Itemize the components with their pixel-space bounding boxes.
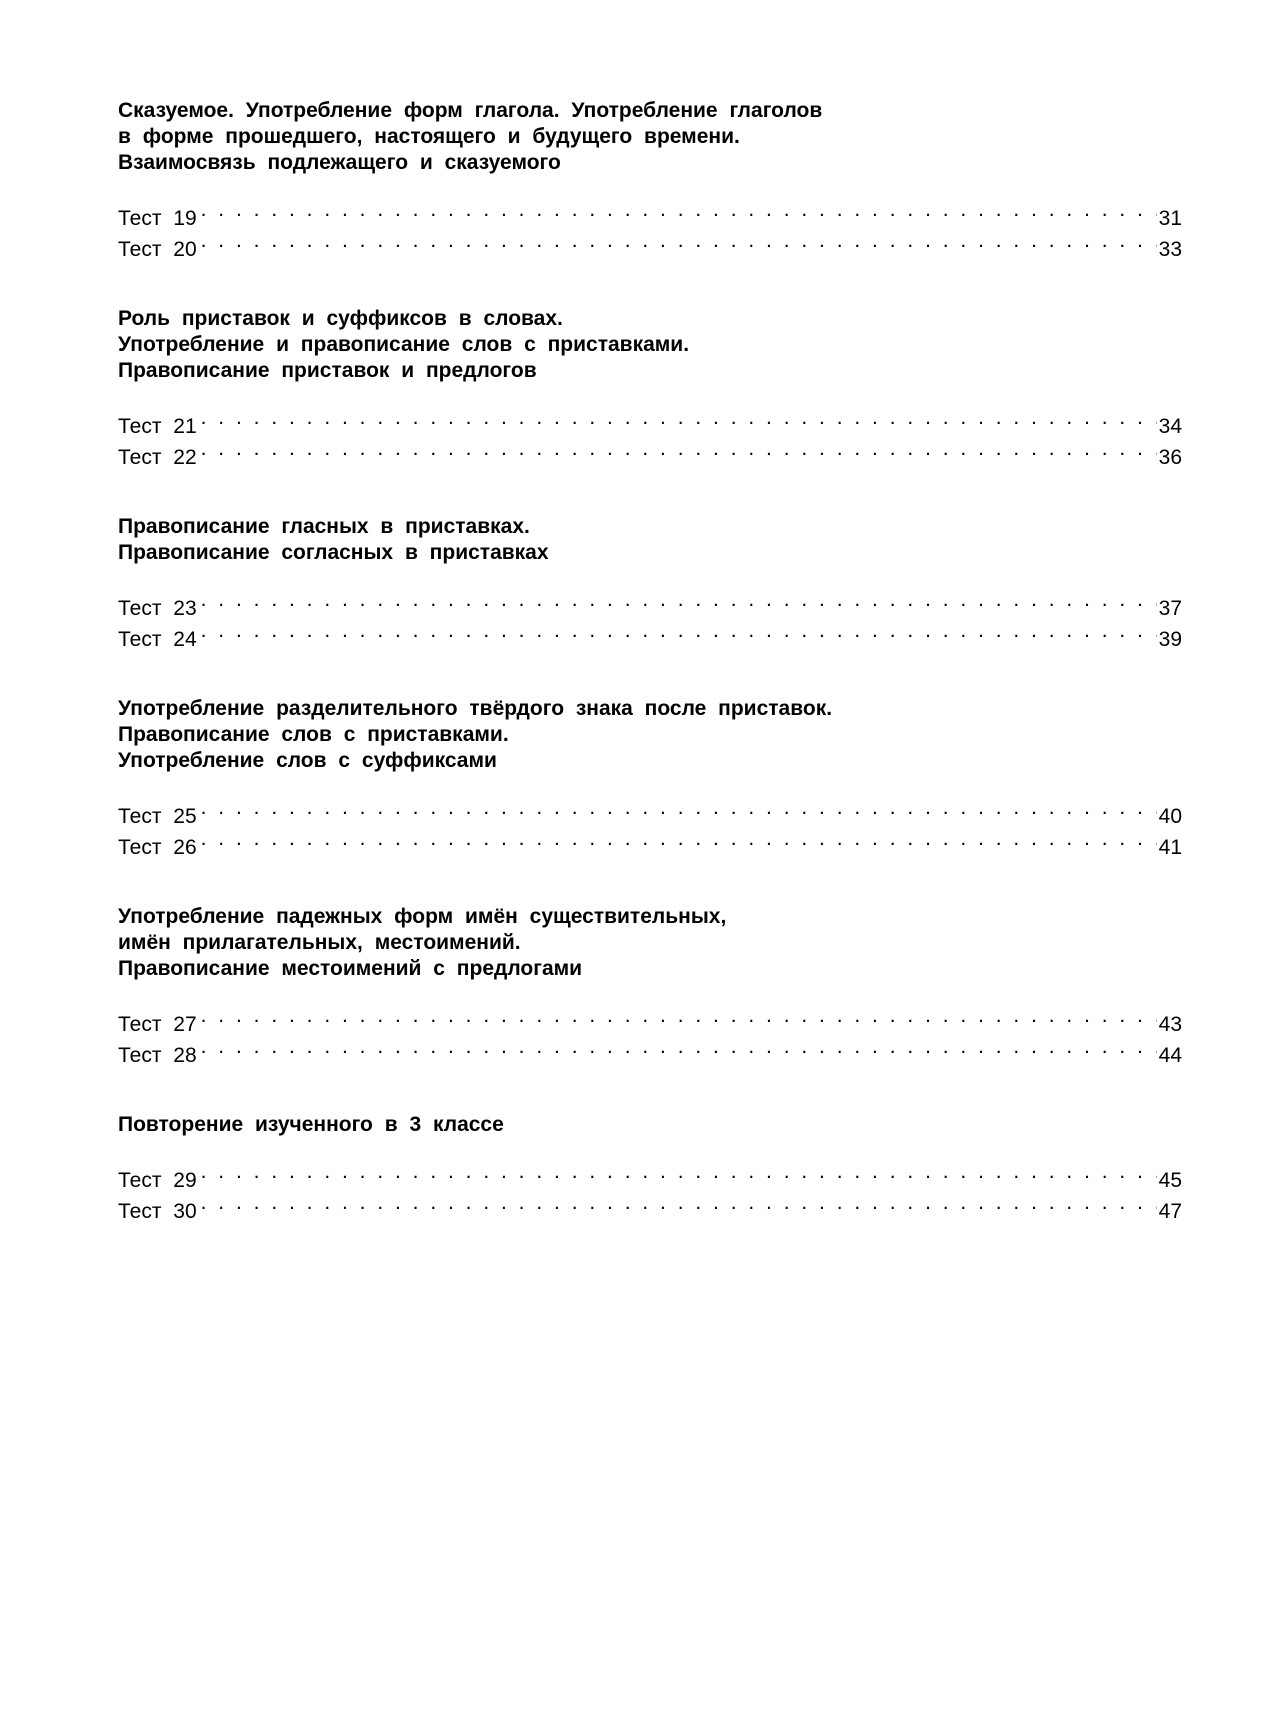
toc-entry[interactable]	[118, 1156, 1182, 1192]
toc-section	[118, 696, 1182, 859]
toc-entry-label: Тест 26	[118, 836, 197, 859]
section-title-line: Употребление слов с суффиксами	[118, 749, 497, 772]
toc-entry-label: Тест 28	[118, 1044, 197, 1067]
toc-section	[118, 306, 1182, 469]
section-title	[118, 904, 1182, 982]
section-title-line: Правописание слов с приставками.	[118, 723, 509, 746]
toc-entry-label: Тест 23	[118, 597, 197, 620]
toc-section	[118, 98, 1182, 261]
toc-entry-page: 47	[1158, 1200, 1182, 1223]
section-title-line: в форме прошедшего, настоящего и будущего времени.	[118, 125, 740, 148]
dot-leader	[201, 792, 1157, 823]
toc-entry-page: 45	[1158, 1169, 1182, 1192]
section-title-line: Употребление разделительного твёрдого знака после приставок.	[118, 697, 833, 720]
toc-entry-label: Тест 19	[118, 207, 197, 230]
section-title	[118, 514, 1182, 566]
toc-entry[interactable]	[118, 1000, 1182, 1036]
toc-entry-label: Тест 20	[118, 238, 197, 261]
section-title	[118, 306, 1182, 384]
dot-leader	[201, 1187, 1157, 1218]
toc-entry[interactable]	[118, 1187, 1182, 1223]
section-title	[118, 696, 1182, 774]
dot-leader	[201, 615, 1157, 646]
toc-entry-label: Тест 24	[118, 628, 197, 651]
section-title-line: Правописание согласных в приставках	[118, 541, 549, 564]
section-title-line: Повторение изученного в 3 классе	[118, 1113, 504, 1136]
dot-leader	[201, 1156, 1157, 1187]
toc-entry-page: 33	[1158, 238, 1182, 261]
dot-leader	[201, 194, 1157, 225]
section-title-line: Правописание местоимений с предлогами	[118, 957, 583, 980]
toc-entry-page: 34	[1158, 415, 1182, 438]
dot-leader	[201, 402, 1157, 433]
toc-entry-page: 43	[1158, 1013, 1182, 1036]
section-title-line: Сказуемое. Употребление форм глагола. Употребление глаголов	[118, 99, 823, 122]
section-title-line: Правописание гласных в приставках.	[118, 515, 530, 538]
dot-leader	[201, 1000, 1157, 1031]
dot-leader	[201, 584, 1157, 615]
dot-leader	[201, 225, 1157, 256]
toc-entry-label: Тест 25	[118, 805, 197, 828]
toc-entry-label: Тест 22	[118, 446, 197, 469]
section-title-line: Употребление падежных форм имён существительных,	[118, 905, 727, 928]
toc-entry-label: Тест 30	[118, 1200, 197, 1223]
toc-entry[interactable]	[118, 792, 1182, 828]
section-title-line: имён прилагательных, местоимений.	[118, 931, 521, 954]
section-title-line: Правописание приставок и предлогов	[118, 359, 537, 382]
toc-entry[interactable]	[118, 823, 1182, 859]
toc-entry[interactable]	[118, 584, 1182, 620]
section-title-line: Взаимосвязь подлежащего и сказуемого	[118, 151, 561, 174]
section-title-line: Употребление и правописание слов с приставками.	[118, 333, 690, 356]
toc-section	[118, 514, 1182, 651]
toc-entry-label: Тест 21	[118, 415, 197, 438]
dot-leader	[201, 433, 1157, 464]
toc-entry-page: 44	[1158, 1044, 1182, 1067]
toc-entry[interactable]	[118, 433, 1182, 469]
toc-section	[118, 1112, 1182, 1223]
toc-entry[interactable]	[118, 225, 1182, 261]
toc-entry-page: 31	[1158, 207, 1182, 230]
toc-entry-page: 41	[1158, 836, 1182, 859]
table-of-contents	[118, 98, 1182, 1268]
toc-entry[interactable]	[118, 402, 1182, 438]
section-title	[118, 98, 1182, 176]
toc-entry-label: Тест 29	[118, 1169, 197, 1192]
toc-entry[interactable]	[118, 1031, 1182, 1067]
toc-entry-page: 40	[1158, 805, 1182, 828]
dot-leader	[201, 1031, 1157, 1062]
section-title	[118, 1112, 1182, 1138]
toc-entry-page: 39	[1158, 628, 1182, 651]
toc-entry[interactable]	[118, 194, 1182, 230]
toc-section	[118, 904, 1182, 1067]
dot-leader	[201, 823, 1157, 854]
section-title-line: Роль приставок и суффиксов в словах.	[118, 307, 563, 330]
toc-entry-label: Тест 27	[118, 1013, 197, 1036]
toc-entry-page: 36	[1158, 446, 1182, 469]
toc-entry[interactable]	[118, 615, 1182, 651]
toc-entry-page: 37	[1158, 597, 1182, 620]
